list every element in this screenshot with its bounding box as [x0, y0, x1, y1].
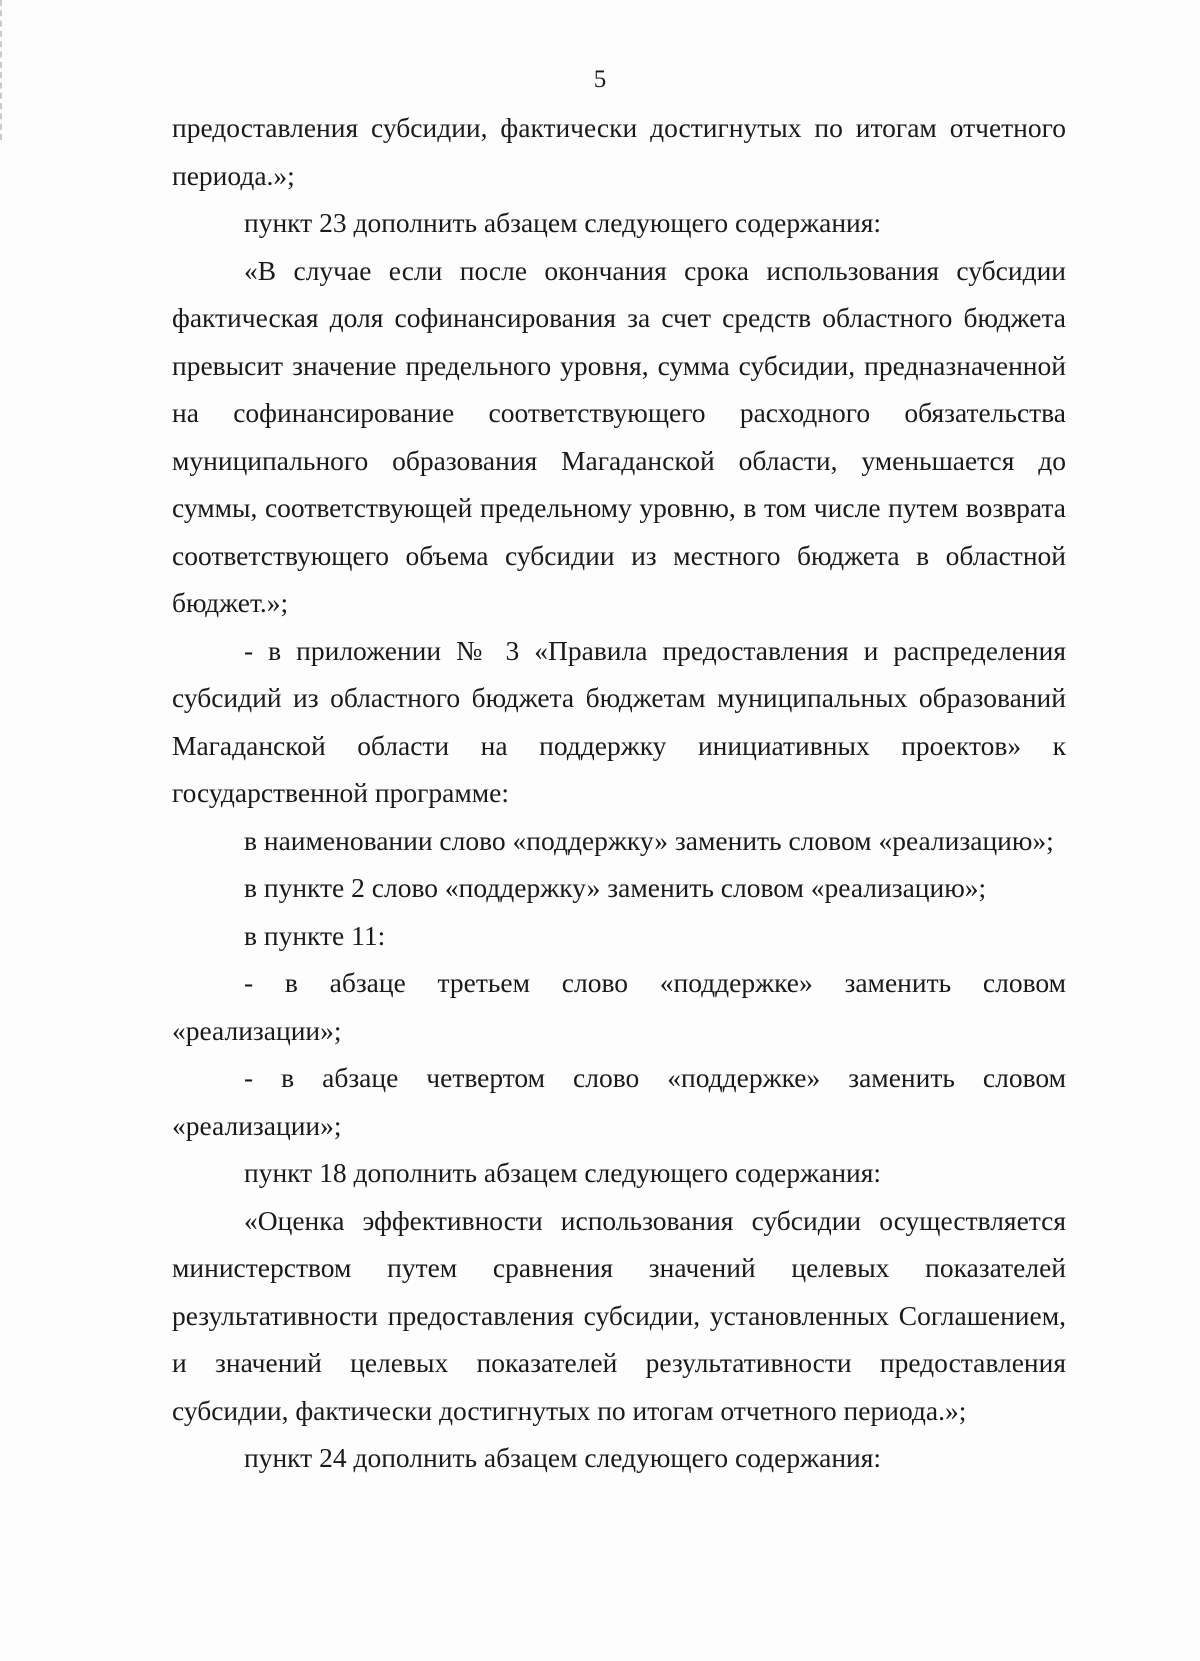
paragraph-point-23-intro: пункт 23 дополнить абзацем следующего содержания:: [244, 207, 882, 238]
document-body: [172, 104, 1066, 1482]
paragraph-appendix-3: - в приложении № 3 «Правила предоставления и распределения субсидий из областного бюджета бюджетам муниципальных образований Магаданской области на поддержку инициативных проектов» к государственной программе:: [172, 634, 1066, 808]
paragraph-point-18-text: «Оценка эффективности использования субсидии осуществляется министерством путем сравнения значений целевых показателей результативности предоставления субсидии, установленных Соглашением, и значений целевых показателей результативности предоставления субсидии, фактически достигнутых по итогам отчетного периода.»;: [172, 1204, 1066, 1426]
paragraph-point-11-third: - в абзаце третьем слово «поддержке» заменить словом «реализации»;: [172, 967, 1066, 1046]
paragraph-point-2-change: в пункте 2 слово «поддержку» заменить словом «реализацию»;: [244, 872, 987, 903]
paragraph-title-change: в наименовании слово «поддержку» заменить словом «реализацию»;: [244, 824, 1054, 856]
paragraph-point-18-intro: пункт 18 дополнить абзацем следующего содержания:: [244, 1157, 882, 1188]
paragraph-point-24-intro: пункт 24 дополнить абзацем следующего содержания:: [244, 1442, 882, 1473]
paragraph-point-11-heading: в пункте 11:: [244, 919, 386, 951]
paragraph-point-23-text: «В случае если после окончания срока использования субсидии фактическая доля софинансирования за счет средств областного бюджета превысит значение предельного уровня, сумма субсидии, предназначенной на софинансирование соответствующего расходного обязательства муниципального образования Магаданской области, уменьшается до суммы, соответствующей предельному уровню, в том числе путем возврата соответствующего объема субсидии из местного бюджета в областной бюджет.»;: [172, 254, 1066, 618]
paragraph-continuation: предоставления субсидии, фактически достигнутых по итогам отчетного периода.»;: [172, 112, 1066, 191]
paragraph-point-11-fourth: - в абзаце четвертом слово «поддержке» заменить словом «реализации»;: [172, 1062, 1066, 1141]
page-number: 5: [593, 66, 607, 93]
